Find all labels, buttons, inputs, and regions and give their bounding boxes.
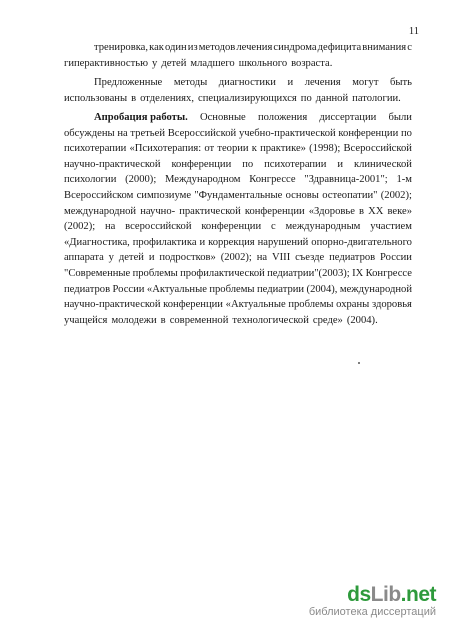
- paragraph-approbation: [64, 110, 412, 328]
- text-line: "Современные проблемы профилактической педиатрии"(2003); IX Конгрессе: [64, 267, 412, 279]
- watermark-logo-lib: Lib: [370, 583, 401, 606]
- paragraph-2: [64, 75, 412, 106]
- text-line: научно-практической конференции по психотерапии и клинической: [64, 158, 412, 170]
- text-line: аппарата у детей и подростков» (2002); на VIII съезде педиатров России: [64, 252, 412, 264]
- text-line: Апробация работы. Основные положения диссертации были: [64, 110, 412, 126]
- text-line: Всероссийском симпозиуме "Фундаментальные основы остеопатии" (2002);: [64, 189, 412, 201]
- section-heading: Апробация работы.: [94, 112, 188, 123]
- watermark-logo-ds: ds: [347, 583, 371, 606]
- text-line: обсуждены на третьей Всероссийской учебно-практической конференции по: [64, 127, 412, 139]
- text-line: учащейся молодежи в современной технологической среде» (2004).: [64, 314, 378, 326]
- stray-mark: [358, 362, 360, 364]
- text-line: психологии (2000); Международном Конгрессе "Здравница-2001"; 1-м: [64, 174, 412, 186]
- text-line: «Диагностика, профилактика и коррекция нарушений опорно-двигательного: [64, 236, 412, 248]
- page-number: 11: [408, 26, 419, 37]
- text-line: педиатров России «Актуальные проблемы педиатрии (2004), международной: [64, 283, 412, 295]
- text-line: тренировка, как один из методов лечения синдрома дефицита внимания с: [94, 42, 412, 53]
- watermark-subtitle: библиотека диссертаций: [308, 606, 436, 618]
- text-line: гиперактивностью у детей младшего школьного возраста.: [64, 57, 333, 69]
- watermark-logo-net: .net: [400, 583, 436, 606]
- watermark: [309, 584, 436, 619]
- text-line: международной научно- практической конференции «Здоровье в XX веке»: [64, 205, 412, 217]
- watermark-logo: [309, 584, 436, 606]
- text-line: использованы в отделениях, специализирующихся по данной патологии.: [64, 92, 401, 104]
- text-line: научно-практической конференции «Актуальные проблемы охраны здоровья: [64, 299, 412, 311]
- text-line: психотерапии «Психотерапия: от теории к практике» (1998); Всероссийской: [64, 143, 412, 155]
- text-line: (2002); на всероссийской конференции с международным участием: [64, 221, 412, 233]
- text-line: Предложенные методы диагностики и лечения могут быть: [94, 77, 412, 88]
- paragraph-1: [64, 40, 412, 71]
